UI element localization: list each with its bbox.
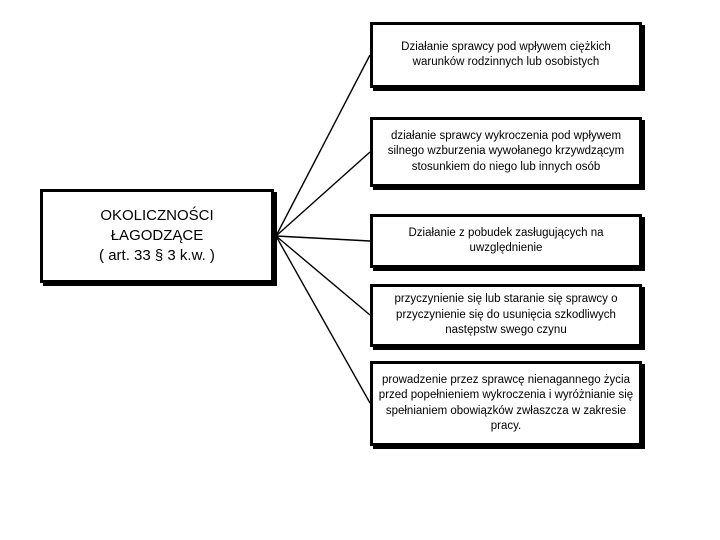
main-reference: ( art. 33 § 3 k.w. ) [99,247,215,264]
main-concept-box [40,189,274,283]
connector-line-4 [276,236,370,315]
circumstance-text-5: prowadzenie przez sprawcę nienagannego życia przed popełnieniem wykroczenia i wyróżnianie się spełnianiem obowiązków zwłaszcza w zakresie pracy. [378,373,634,432]
circumstance-box-5 [370,361,642,446]
circumstance-box-2 [370,117,642,187]
connector-line-2 [276,152,370,236]
circumstance-text-2: działanie sprawcy wykroczenia pod wpływem silnego wzburzenia wywołanego krzywdzącym stosunkiem do niego lub innych osób [387,129,625,173]
circumstance-text-1: Działanie sprawcy pod wpływem ciężkich warunków rodzinnych lub osobistych [401,40,611,68]
circumstance-text-3: Działanie z pobudek zasługujących na uwzględnienie [408,226,604,254]
circumstance-box-1 [370,22,642,88]
connector-line-1 [276,55,370,236]
main-title-line-2: ŁAGODZĄCE [110,227,204,244]
circumstance-box-3 [370,214,642,268]
connector-line-3 [276,236,370,241]
connector-line-5 [276,236,370,403]
main-title-line-1: OKOLICZNOŚCI [100,207,214,224]
circumstance-box-4 [370,284,642,347]
circumstance-text-4: przyczynienie się lub staranie się sprawcy o przyczynienie się do usunięcia szkodliwych następstw swego czynu [394,293,618,337]
